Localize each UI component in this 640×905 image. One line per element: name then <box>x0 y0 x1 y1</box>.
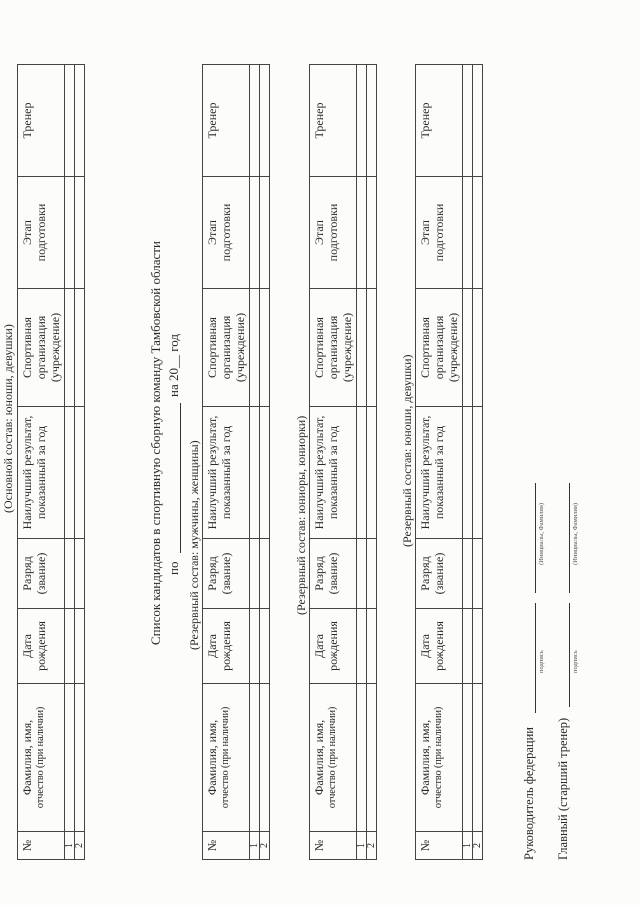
col-stage-header: Этап подготовки <box>203 177 250 289</box>
birthdate-cell[interactable] <box>473 609 483 684</box>
stage-cell[interactable] <box>65 177 75 289</box>
table-row <box>75 65 85 860</box>
fullname-cell[interactable] <box>367 684 377 832</box>
stage-cell[interactable] <box>260 177 270 289</box>
col-fullname-header: Фамилия, имя, отчество (при наличии) <box>203 684 250 832</box>
best-result-cell[interactable] <box>473 407 483 539</box>
coach-cell[interactable] <box>463 65 473 177</box>
col-fullname-header: Фамилия, имя, отчество (при наличии) <box>416 684 463 832</box>
head-coach-name-line[interactable] <box>569 483 570 593</box>
organization-cell[interactable] <box>75 289 85 407</box>
sport-name-field[interactable] <box>180 403 181 553</box>
birthdate-cell[interactable] <box>250 609 260 684</box>
col-birthdate-header: Дата рождения <box>18 609 65 684</box>
coach-cell[interactable] <box>260 65 270 177</box>
birthdate-cell[interactable] <box>75 609 85 684</box>
col-coach-header: Тренер <box>203 65 250 177</box>
col-best-result-header: Наилучший результат, показанный за год <box>310 407 357 539</box>
col-birthdate-header: Дата рождения <box>310 609 357 684</box>
organization-cell[interactable] <box>357 289 367 407</box>
stage-cell[interactable] <box>367 177 377 289</box>
fullname-cell[interactable] <box>260 684 270 832</box>
head-coach-name-caption: (Инициалы, Фамилия) <box>572 502 579 565</box>
col-stage-header: Этап подготовки <box>310 177 357 289</box>
list-heading-sport-line <box>166 334 182 575</box>
sport-prefix: по <box>166 561 181 575</box>
head-coach-signature-line[interactable] <box>569 603 570 707</box>
fullname-cell[interactable] <box>473 684 483 832</box>
coach-cell[interactable] <box>65 65 75 177</box>
col-birthdate-header: Дата рождения <box>203 609 250 684</box>
row-number-cell: 2 <box>367 832 377 860</box>
best-result-cell[interactable] <box>463 407 473 539</box>
col-number-header: № <box>18 832 65 860</box>
coach-cell[interactable] <box>75 65 85 177</box>
table-row <box>463 65 473 860</box>
best-result-cell[interactable] <box>367 407 377 539</box>
birthdate-cell[interactable] <box>357 609 367 684</box>
col-best-result-header: Наилучший результат, показанный за год <box>203 407 250 539</box>
birthdate-cell[interactable] <box>463 609 473 684</box>
col-birthdate-header: Дата рождения <box>416 609 463 684</box>
fullname-cell[interactable] <box>463 684 473 832</box>
stage-cell[interactable] <box>357 177 367 289</box>
coach-cell[interactable] <box>367 65 377 177</box>
best-result-cell[interactable] <box>260 407 270 539</box>
table-row <box>65 65 75 860</box>
row-number-cell: 2 <box>473 832 483 860</box>
birthdate-cell[interactable] <box>65 609 75 684</box>
col-coach-header: Тренер <box>310 65 357 177</box>
federation-head-name-caption: (Инициалы, Фамилия) <box>538 502 545 565</box>
roster-table-main-youth <box>17 64 85 860</box>
list-heading: Список кандидатов в спортивную сборную команду Тамбовской области <box>148 241 163 645</box>
col-fullname-header: Фамилия, имя, отчество (при наличии) <box>18 684 65 832</box>
best-result-cell[interactable] <box>357 407 367 539</box>
federation-head-sign-caption: подпись <box>538 650 545 673</box>
organization-cell[interactable] <box>463 289 473 407</box>
table-header-row <box>203 65 250 860</box>
federation-head-name-line[interactable] <box>535 483 536 593</box>
col-rank-header: Разряд (звание) <box>416 539 463 609</box>
head-coach-sign-caption: подпись <box>572 650 579 673</box>
fullname-cell[interactable] <box>75 684 85 832</box>
coach-cell[interactable] <box>473 65 483 177</box>
table-header-row <box>310 65 357 860</box>
col-rank-header: Разряд (звание) <box>18 539 65 609</box>
best-result-cell[interactable] <box>250 407 260 539</box>
fullname-cell[interactable] <box>250 684 260 832</box>
col-organization-header: Спортивная организация (учреждение) <box>310 289 357 407</box>
rank-cell[interactable] <box>473 539 483 609</box>
rank-cell[interactable] <box>357 539 367 609</box>
table-caption-reserve-juniors: (Резервный состав: юниоры, юниорки) <box>294 415 308 615</box>
col-stage-header: Этап подготовки <box>416 177 463 289</box>
roster-table-reserve-adults <box>202 64 270 860</box>
stage-cell[interactable] <box>75 177 85 289</box>
fullname-cell[interactable] <box>357 684 367 832</box>
row-number-cell: 1 <box>250 832 260 860</box>
rank-cell[interactable] <box>65 539 75 609</box>
federation-head-label: Руководитель федерации <box>522 727 536 860</box>
rank-cell[interactable] <box>367 539 377 609</box>
table-row <box>473 65 483 860</box>
row-number-cell: 1 <box>357 832 367 860</box>
rank-cell[interactable] <box>75 539 85 609</box>
col-best-result-header: Наилучший результат, показанный за год <box>18 407 65 539</box>
col-organization-header: Спортивная организация (учреждение) <box>18 289 65 407</box>
col-coach-header: Тренер <box>18 65 65 177</box>
organization-cell[interactable] <box>473 289 483 407</box>
coach-cell[interactable] <box>357 65 367 177</box>
col-rank-header: Разряд (звание) <box>310 539 357 609</box>
best-result-cell[interactable] <box>75 407 85 539</box>
row-number-cell: 1 <box>65 832 75 860</box>
row-number-cell: 1 <box>463 832 473 860</box>
table-row <box>357 65 367 860</box>
best-result-cell[interactable] <box>65 407 75 539</box>
stage-cell[interactable] <box>463 177 473 289</box>
col-stage-header: Этап подготовки <box>18 177 65 289</box>
organization-cell[interactable] <box>367 289 377 407</box>
stage-cell[interactable] <box>250 177 260 289</box>
coach-cell[interactable] <box>250 65 260 177</box>
table-header-row <box>416 65 463 860</box>
col-number-header: № <box>203 832 250 860</box>
col-coach-header: Тренер <box>416 65 463 177</box>
table-caption-reserve-youth: (Резервный состав: юноши, девушки) <box>400 354 414 547</box>
row-number-cell: 2 <box>260 832 270 860</box>
table-row <box>250 65 260 860</box>
federation-head-signature-line[interactable] <box>535 603 536 713</box>
col-number-header: № <box>310 832 357 860</box>
stage-cell[interactable] <box>473 177 483 289</box>
table-caption-reserve-adults: (Резервный состав: мужчины, женщины) <box>187 440 201 650</box>
roster-table-reserve-youth <box>415 64 483 860</box>
roster-table-reserve-juniors <box>309 64 377 860</box>
col-organization-header: Спортивная организация (учреждение) <box>203 289 250 407</box>
head-coach-label: Главный (старший тренер) <box>556 717 570 860</box>
table-header-row <box>18 65 65 860</box>
row-number-cell: 2 <box>75 832 85 860</box>
birthdate-cell[interactable] <box>260 609 270 684</box>
season-year: на 20__ год <box>166 334 181 397</box>
fullname-cell[interactable] <box>65 684 75 832</box>
rank-cell[interactable] <box>250 539 260 609</box>
rank-cell[interactable] <box>260 539 270 609</box>
col-rank-header: Разряд (звание) <box>203 539 250 609</box>
col-number-header: № <box>416 832 463 860</box>
organization-cell[interactable] <box>260 289 270 407</box>
col-organization-header: Спортивная организация (учреждение) <box>416 289 463 407</box>
organization-cell[interactable] <box>65 289 75 407</box>
table-row <box>367 65 377 860</box>
organization-cell[interactable] <box>250 289 260 407</box>
col-best-result-header: Наилучший результат, показанный за год <box>416 407 463 539</box>
table-row <box>260 65 270 860</box>
birthdate-cell[interactable] <box>367 609 377 684</box>
table-caption-main-youth: (Основной состав: юноши, девушки) <box>1 324 15 513</box>
rank-cell[interactable] <box>463 539 473 609</box>
col-fullname-header: Фамилия, имя, отчество (при наличии) <box>310 684 357 832</box>
